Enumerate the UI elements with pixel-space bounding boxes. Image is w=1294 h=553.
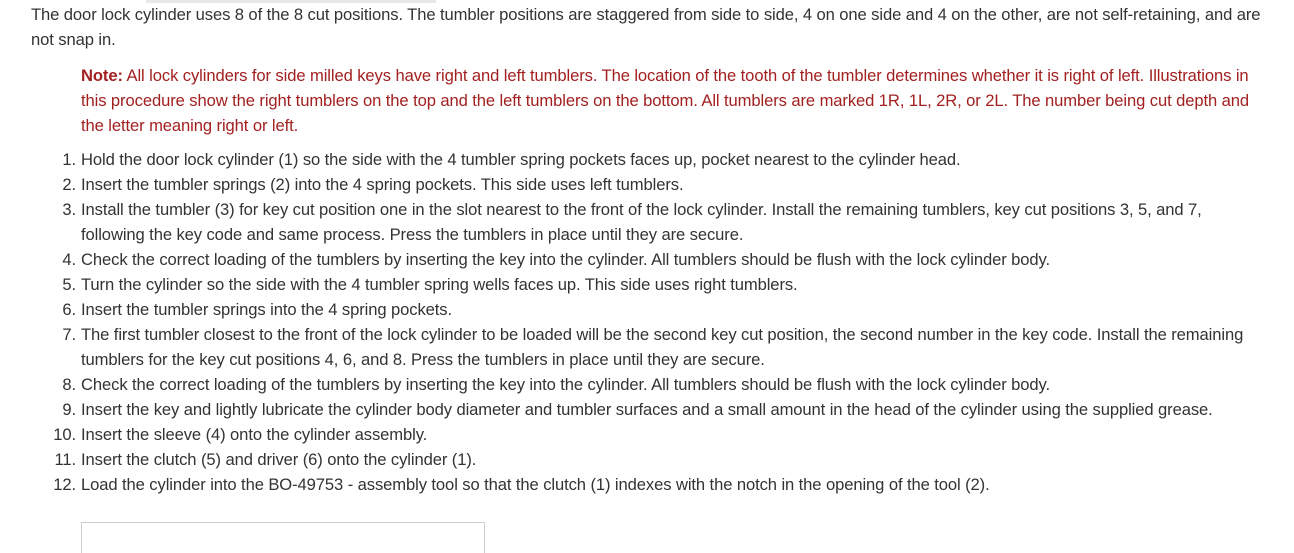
figure-frame <box>81 522 485 553</box>
step-text: Insert the tumbler springs into the 4 spring pockets. <box>81 300 453 319</box>
step-text: Install the tumbler (3) for key cut position one in the slot nearest to the front of the lock cylinder. Install the remaining tumblers, key cut positions 3, 5, and 7, following the key code and same process. Press the tumblers in place until they are secure. <box>81 200 1202 244</box>
step-number: 3. <box>62 200 76 219</box>
intro-paragraph: The door lock cylinder uses 8 of the 8 cut positions. The tumbler positions are staggered from side to side, 4 on one side and 4 on the other, are not self-retaining, and are not snap in. <box>31 5 1261 49</box>
step-text: Turn the cylinder so the side with the 4 tumbler spring wells faces up. This side uses right tumblers. <box>81 275 798 294</box>
step-text: Check the correct loading of the tumblers by inserting the key into the cylinder. All tumblers should be flush with the lock cylinder body. <box>81 375 1051 394</box>
step-text: Insert the tumbler springs (2) into the 4 spring pockets. This side uses left tumblers. <box>81 175 684 194</box>
step-number: 10. <box>53 425 76 444</box>
note-callout <box>81 63 1266 138</box>
step-number: 1. <box>62 150 76 169</box>
procedure-step <box>0 297 1266 322</box>
step-text: Check the correct loading of the tumblers by inserting the key into the cylinder. All tumblers should be flush with the lock cylinder body. <box>81 250 1051 269</box>
procedure-step <box>0 372 1266 397</box>
procedure-step <box>0 447 1266 472</box>
step-text: The first tumbler closest to the front of the lock cylinder to be loaded will be the second key cut position, the second number in the key code. Install the remaining tumblers for the key cut positions 4, 6, and 8. Press the tumblers in place until they are secure. <box>81 325 1244 369</box>
step-number: 12. <box>53 475 76 494</box>
step-text: Insert the key and lightly lubricate the cylinder body diameter and tumbler surfaces and a small amount in the head of the cylinder using the supplied grease. <box>81 400 1213 419</box>
procedure-step <box>0 422 1266 447</box>
note-text: All lock cylinders for side milled keys have right and left tumblers. The location of the tooth of the tumbler determines whether it is right of left. Illustrations in this procedure show the right tumblers on the top and the left tumblers on the bottom. All tumblers are marked 1R, 1L, 2R, or 2L. The number being cut depth and the letter meaning right or left. <box>81 66 1250 135</box>
procedure-step <box>0 322 1266 372</box>
procedure-step <box>0 472 1266 497</box>
step-number: 4. <box>62 250 76 269</box>
procedure-step <box>0 197 1266 247</box>
procedure-step <box>0 147 1266 172</box>
procedure-steps <box>0 147 1294 497</box>
step-number: 7. <box>62 325 76 344</box>
step-number: 8. <box>62 375 76 394</box>
step-number: 5. <box>62 275 76 294</box>
step-text: Hold the door lock cylinder (1) so the side with the 4 tumbler spring pockets faces up, pocket nearest to the cylinder head. <box>81 150 961 169</box>
step-number: 2. <box>62 175 76 194</box>
step-number: 11. <box>54 450 76 469</box>
step-text: Insert the clutch (5) and driver (6) onto the cylinder (1). <box>81 450 477 469</box>
step-text: Insert the sleeve (4) onto the cylinder assembly. <box>81 425 428 444</box>
procedure-step <box>0 397 1266 422</box>
step-number: 6. <box>62 300 76 319</box>
procedure-step <box>0 272 1266 297</box>
procedure-step <box>0 172 1266 197</box>
step-text: Load the cylinder into the BO-49753 - assembly tool so that the clutch (1) indexes with the notch in the opening of the tool (2). <box>81 475 990 494</box>
procedure-step <box>0 247 1266 272</box>
note-label: Note: <box>81 66 123 85</box>
step-number: 9. <box>62 400 76 419</box>
